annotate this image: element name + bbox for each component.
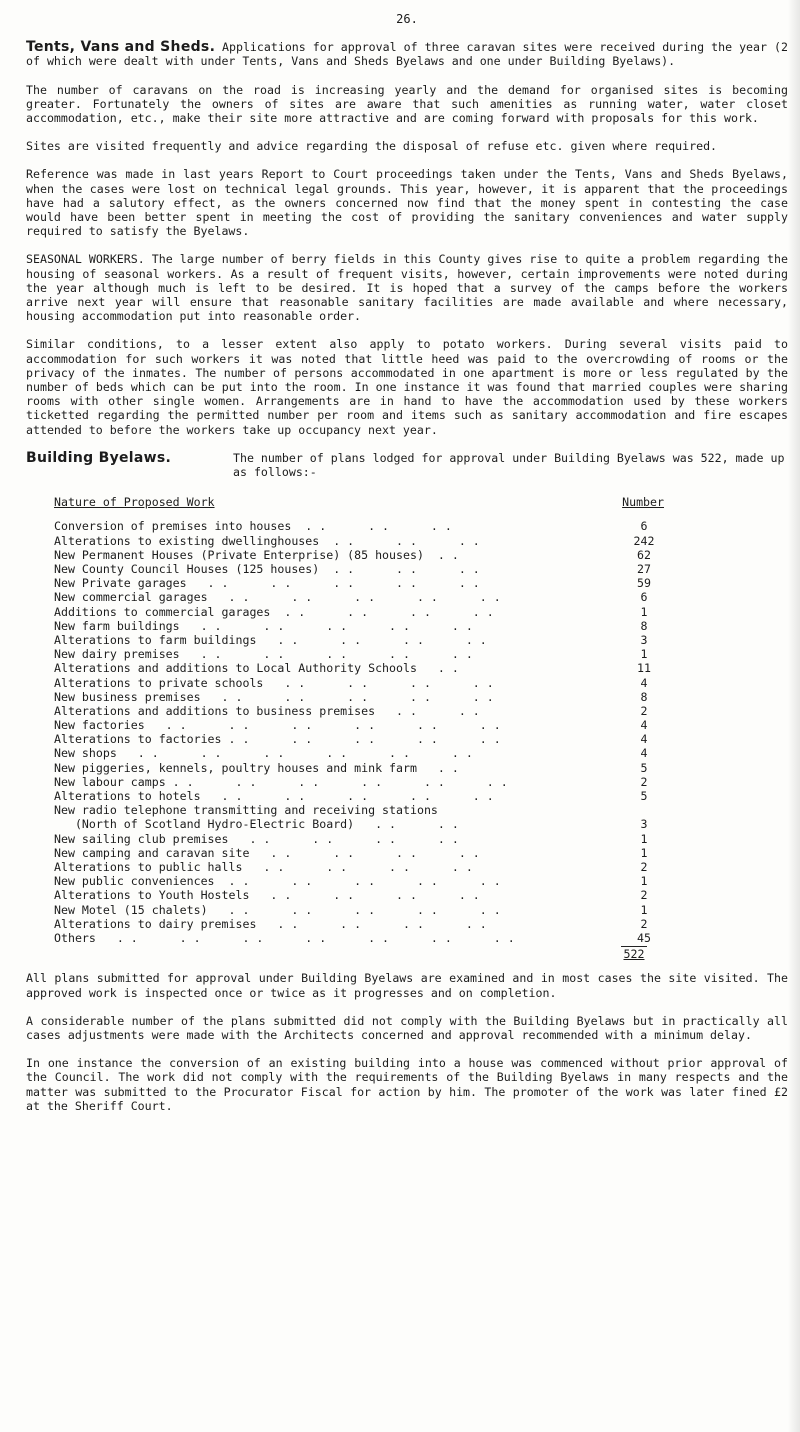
tents-paragraph-2: Sites are visited frequently and advice regarding the disposal of refuse etc. given where required. <box>26 139 718 154</box>
table-row <box>54 704 664 718</box>
row-number: 1 <box>640 874 648 889</box>
building-paragraph-1: All plans submitted for approval under Building Byelaws are examined and in most cases the site visited. The approved work is inspected once or twice as it progresses and on completion. <box>26 971 788 1000</box>
seasonal-paragraph: SEASONAL WORKERS. The large number of berry fields in this County gives rise to quite a problem regarding the housing of seasonal workers. As a result of frequent visits, however, certain improvements were noted during the year although much is left to be desired. It is hoped that a survey of the camps before the workers arrive next year will ensure that reasonable sanitary facilities are made available and where necessary, housing accommodation put into reasonable order. <box>26 252 788 324</box>
column-work-header: Nature of Proposed Work <box>54 495 215 510</box>
page-edge-shadow <box>788 0 800 1432</box>
row-number: 1 <box>640 647 648 662</box>
row-work: New dairy premises . . . . . . . . . . <box>54 647 473 662</box>
total-value: 522 <box>623 947 645 962</box>
row-number: 8 <box>640 618 648 633</box>
table-row <box>54 775 664 789</box>
table-row <box>54 633 664 647</box>
row-number: 2 <box>640 916 648 931</box>
table-row <box>54 860 664 874</box>
table-row <box>54 647 664 661</box>
table-row <box>54 761 664 775</box>
row-work: Alterations and additions to business premises . . . . <box>54 703 480 718</box>
row-number: 2 <box>640 774 648 789</box>
table-row <box>54 917 664 931</box>
row-number: 1 <box>640 831 648 846</box>
row-number <box>624 803 664 817</box>
table-row <box>54 931 664 945</box>
row-work: New Motel (15 chalets) . . . . . . . . . . <box>54 902 501 917</box>
tents-paragraph-1: The number of caravans on the road is increasing yearly and the demand for organised sites is becoming greater. Fortunately the owners of sites are aware that such amenities as running water, water closet accommodation, etc., make their site more attractive and are coming forward with proposals for this work. <box>26 82 788 126</box>
row-number: 6 <box>640 590 648 605</box>
table-row <box>54 590 664 604</box>
row-number: 2 <box>640 859 648 874</box>
row-number: 1 <box>640 845 648 860</box>
building-paragraph-3: In one instance the conversion of an existing building into a house was commenced without prior approval of the Council. The work did not comply with the requirements of the Building Byelaws in many respects and the matter was submitted to the Procurator Fiscal for action by him. The promoter of the work was later fined £2 at the Sheriff Court. <box>26 1056 788 1113</box>
building-paragraph-2: A considerable number of the plans submitted did not comply with the Building Byelaws but in practically all cases adjustments were made with the Architects concerned and approval recommended with a minimum delay. <box>26 1013 788 1042</box>
row-work: New camping and caravan site . . . . . . . . <box>54 845 480 860</box>
row-number: 4 <box>640 746 648 761</box>
tents-lead: Applications for approval of three caravan sites were received during the year (2 of which were dealt with under Tents, Vans and Sheds Byelaws and one under Building Byelaws). <box>26 40 788 69</box>
table-row <box>54 832 664 846</box>
row-work: New Permanent Houses (Private Enterprise) (85 houses) . . <box>54 547 459 562</box>
row-number: 3 <box>640 632 648 647</box>
plans-table <box>54 519 664 945</box>
row-work: Alterations to farm buildings . . . . . . . . <box>54 632 487 647</box>
row-number: 8 <box>640 689 648 704</box>
table-row <box>54 718 664 732</box>
row-work: New piggeries, kennels, poultry houses and mink farm . . <box>54 760 459 775</box>
row-work: New public conveniences . . . . . . . . . . <box>54 874 501 889</box>
row-work: Alterations to Youth Hostels . . . . . . . . <box>54 888 480 903</box>
row-work: New County Council Houses (125 houses) . . . . . . <box>54 562 480 577</box>
tents-intro <box>26 40 788 68</box>
row-work: Alterations to dairy premises . . . . . . . . <box>54 916 487 931</box>
document-page <box>26 12 788 1127</box>
table-row <box>54 534 664 548</box>
row-number: 4 <box>640 675 648 690</box>
table-row <box>54 789 664 803</box>
table-total <box>614 946 654 961</box>
row-work: Alterations to private schools . . . . . . . . <box>54 675 494 690</box>
table-row <box>54 519 664 533</box>
row-number: 27 <box>637 562 651 577</box>
row-number: 242 <box>633 533 655 548</box>
table-header <box>54 495 664 509</box>
row-work: New shops . . . . . . . . . . . . <box>54 746 473 761</box>
column-number-header: Number <box>622 495 664 510</box>
row-work: Alterations and additions to Local Authority Schools . . <box>54 661 459 676</box>
row-number: 45 <box>637 930 651 945</box>
row-number: 2 <box>640 703 648 718</box>
row-work: New radio telephone transmitting and receiving stations <box>54 803 438 818</box>
table-row <box>54 846 664 860</box>
row-number: 11 <box>637 661 651 676</box>
table-row <box>54 746 664 760</box>
row-number: 5 <box>640 760 648 775</box>
row-work: New labour camps . . . . . . . . . . . . <box>54 774 508 789</box>
row-work: New business premises . . . . . . . . . . <box>54 689 494 704</box>
seasonal-paragraph-2: Similar conditions, to a lesser extent also apply to potato workers. During several visits paid to accommodation for such workers it was noted that little heed was paid to the overcrowding of rooms or the privacy of the inmates. The number of persons accommodated in one apartment is more or less regulated by the number of beds which can be put into the room. In one instance it was found that married couples were sharing rooms with other single women. Arrangements are in hand to have the accommodation used by these workers ticketted regarding the permitted number per room and items such as sanitary accommodation and fire escapes attended to before the workers take up occupancy next year. <box>26 337 788 437</box>
table-row <box>54 803 664 817</box>
table-row <box>54 817 664 831</box>
tents-heading: Tents, Vans and Sheds. <box>26 39 216 56</box>
table-row <box>54 562 664 576</box>
row-number: 3 <box>640 817 648 832</box>
table-row <box>54 874 664 888</box>
table-row <box>54 903 664 917</box>
table-row <box>54 548 664 562</box>
row-number: 59 <box>637 576 651 591</box>
building-heading: Building Byelaws. <box>26 449 172 466</box>
row-number: 4 <box>640 718 648 733</box>
table-row <box>54 661 664 675</box>
row-work: New sailing club premises . . . . . . . . <box>54 831 459 846</box>
row-number: 5 <box>640 789 648 804</box>
row-work: New factories . . . . . . . . . . . . <box>54 718 501 733</box>
row-work: Others . . . . . . . . . . . . . . <box>54 930 515 945</box>
table-row <box>54 690 664 704</box>
table-row <box>54 619 664 633</box>
table-row <box>54 732 664 746</box>
row-number: 6 <box>640 519 648 534</box>
row-number: 1 <box>640 604 648 619</box>
row-work: New commercial garages . . . . . . . . . . <box>54 590 501 605</box>
row-work: (North of Scotland Hydro-Electric Board) . . . . <box>54 817 459 832</box>
table-row <box>54 676 664 690</box>
table-row <box>54 576 664 590</box>
building-intro <box>26 451 788 479</box>
building-lead: The number of plans lodged for approval under Building Byelaws was 522, made up as follows:- <box>233 450 785 480</box>
row-number: 4 <box>640 732 648 747</box>
row-work: Alterations to hotels . . . . . . . . . . <box>54 789 494 804</box>
table-row <box>54 605 664 619</box>
row-number: 2 <box>640 888 648 903</box>
row-work: Additions to commercial garages . . . . . . . . <box>54 604 494 619</box>
row-work: New farm buildings . . . . . . . . . . <box>54 618 473 633</box>
row-work: Conversion of premises into houses . . . . . . <box>54 519 452 534</box>
row-number: 62 <box>637 547 651 562</box>
row-number: 1 <box>640 902 648 917</box>
row-work: Alterations to public halls . . . . . . . . <box>54 859 473 874</box>
row-work: Alterations to existing dwellinghouses . . . . . . <box>54 533 480 548</box>
table-row <box>54 888 664 902</box>
tents-paragraph-3: Reference was made in last years Report to Court proceedings taken under the Tents, Vans and Sheds Byelaws, when the cases were lost on technical legal grounds. This year, however, it is apparent that the proceedings have had a salutory effect, as the owners concerned now find that the money spent in contesting the case would have been better spent in meeting the cost of providing the sanitary conveniences and water supply required to satisfy the Byelaws. <box>26 167 788 239</box>
page-number: 26. <box>396 12 418 26</box>
row-work: New Private garages . . . . . . . . . . <box>54 576 480 591</box>
row-work: Alterations to factories . . . . . . . . . . <box>54 732 501 747</box>
